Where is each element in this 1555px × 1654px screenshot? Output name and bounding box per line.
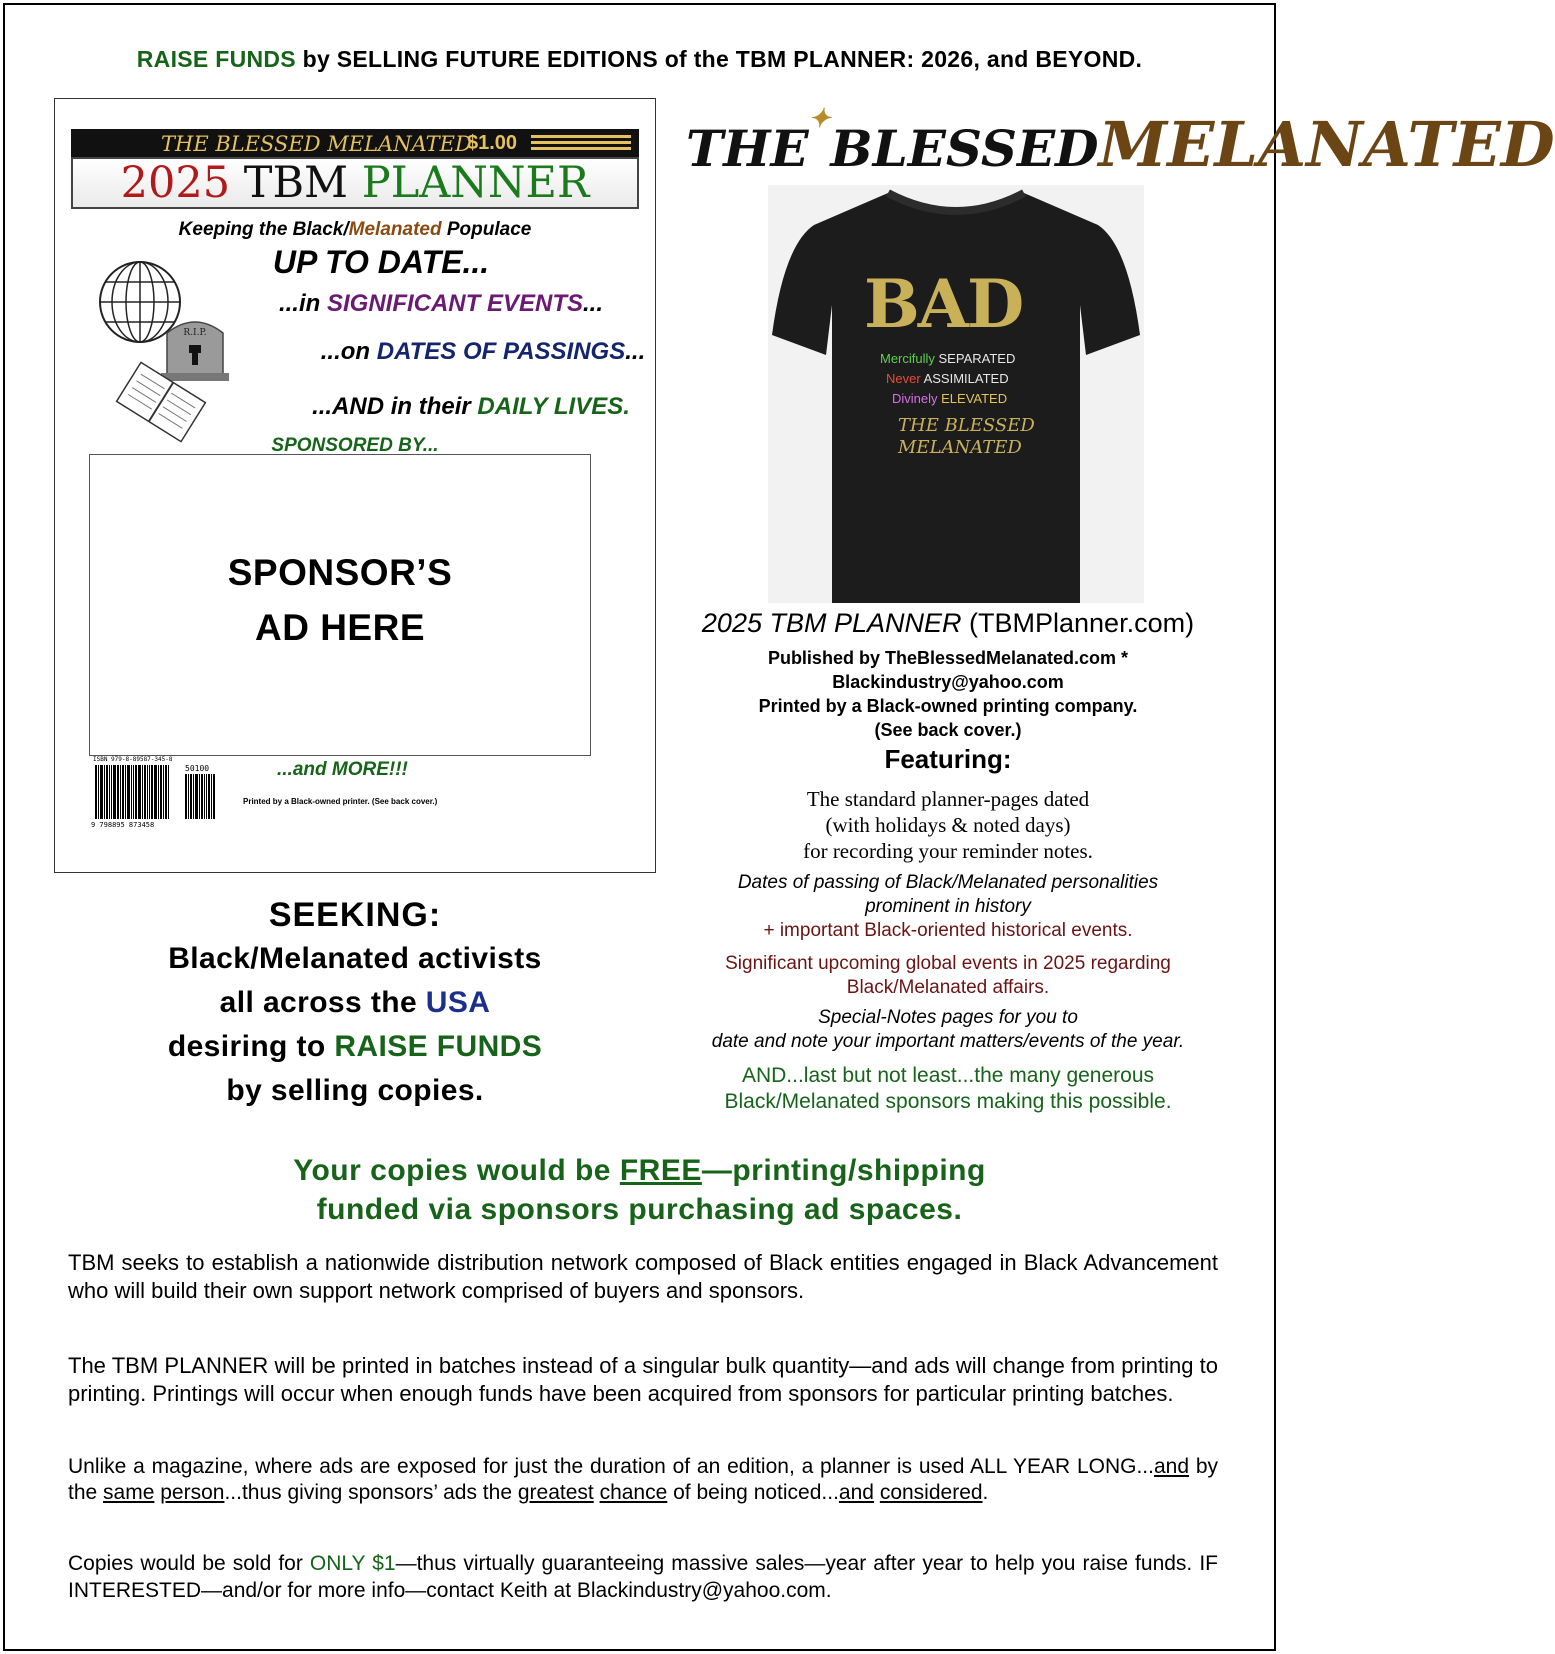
cover-printed-by: Printed by a Black-owned printer. (See back cover.) [243, 797, 438, 806]
cover-dates-of-passings: ...on DATES OF PASSINGS... [320, 338, 646, 365]
paragraph-magazine: Unlike a magazine, where ads are exposed for just the duration of an edition, a planner is used ALL YEAR LONG...and by the same person...thus giving sponsors’ ads the greatest chance of being noticed...and considered. [68, 1455, 1218, 1504]
shirt-line-1: Mercifully SEPARATED [880, 351, 1016, 366]
barcode-addon: 50100 [185, 764, 210, 773]
shirt-brand-2: MELANATED [898, 437, 1022, 458]
free-copies-banner: Your copies would be FREE—printing/shipping funded via sponsors purchasing ad spaces. [293, 1154, 986, 1226]
cover-banner [71, 129, 639, 157]
publisher-info: Published by TheBlessedMelanated.com * Blackindustry@yahoo.com Printed by a Black-owned printing company. (See back cover.) [758, 648, 1138, 740]
featuring-heading: Featuring: [884, 744, 1012, 774]
feature-significant-events: Significant upcoming global events in 2025 regarding Black/Melanated affairs. [725, 953, 1171, 998]
barcode-addon-icon [185, 774, 216, 819]
feature-dates-of-passing: Dates of passing of Black/Melanated personalities prominent in history + important Black-oriented historical events. [737, 872, 1159, 941]
planner-title: 2025 TBM PLANNER (TBMPlanner.com) [701, 608, 1195, 638]
feature-special-notes: Special-Notes pages for you to date and note your important matters/events of the year. [711, 1007, 1185, 1052]
shirt-line-3: Divinely ELEVATED [892, 391, 1008, 406]
star-icon: ✦ [808, 104, 831, 134]
paragraph-network: TBM seeks to establish a nationwide distribution network composed of Black entities engaged in Black Advancement who will build their own support network comprised of buyers and sponsors. [68, 1250, 1218, 1303]
cover-keeping: Keeping the Black/Melanated Populace [178, 219, 532, 240]
seeking-block: SEEKING: Black/Melanated activists all across the USA desiring to RAISE FUNDS by selling copies. [54, 893, 656, 1113]
barcode-icon [95, 765, 170, 819]
cover-price: $1.00 [467, 132, 518, 154]
cover-sponsored-by: SPONSORED BY... [271, 435, 439, 456]
planner-cover [54, 98, 656, 873]
cover-brand: THE BLESSED MELANATED [161, 132, 472, 156]
feature-standard-pages: The standard planner-pages dated (with holidays & noted days) for recording your reminder notes. [803, 787, 1093, 863]
paragraph-batches: The TBM PLANNER will be printed in batches instead of a singular bulk quantity—and ads will change from printing to printing. Printings will occur when enough funds have been acquired from sponsors for particular printing batches. [68, 1353, 1218, 1406]
sponsor-ad-box [89, 454, 591, 756]
tshirt-image [768, 185, 1144, 603]
page-headline: RAISE FUNDS by SELLING FUTURE EDITIONS of the TBM PLANNER: 2026, and BEYOND. [136, 46, 1143, 72]
shirt-bad-logo: BAD [864, 265, 1023, 343]
cover-title: 2025 TBM PLANNER [71, 157, 639, 209]
cover-up-to-date: UP TO DATE... [272, 244, 490, 280]
paragraph-pricing: Copies would be sold for ONLY $1—thus virtually guaranteeing massive sales—year after year to help you raise funds. IF INTERESTED—and/or for more info—contact Keith at Blackindustry@yahoo.com. [68, 1552, 1218, 1602]
rip-label: R.I.P. [183, 328, 207, 338]
isbn-text: ISBN 979-8-89587-345-8 [93, 756, 173, 763]
seeking-heading: SEEKING: [268, 896, 442, 934]
cover-and-more: ...and MORE!!! [277, 759, 408, 780]
shirt-line-2: Never ASSIMILATED [886, 371, 1009, 386]
sponsor-ad-text: SPONSOR’S AD HERE [227, 552, 453, 648]
shirt-brand-1: THE BLESSED [898, 415, 1035, 436]
brand-logo: THE✦BLESSEDMELANATED [686, 104, 1555, 181]
feature-sponsors: AND...last but not least...the many generous Black/Melanated sponsors making this possible. [724, 1064, 1172, 1113]
cover-significant-events: ...in SIGNIFICANT EVENTS... [278, 290, 604, 317]
cover-bars [531, 135, 631, 153]
cover-daily-lives: ...AND in their DAILY LIVES. [312, 393, 630, 420]
barcode-digits: 9 798895 873458 [91, 821, 155, 829]
